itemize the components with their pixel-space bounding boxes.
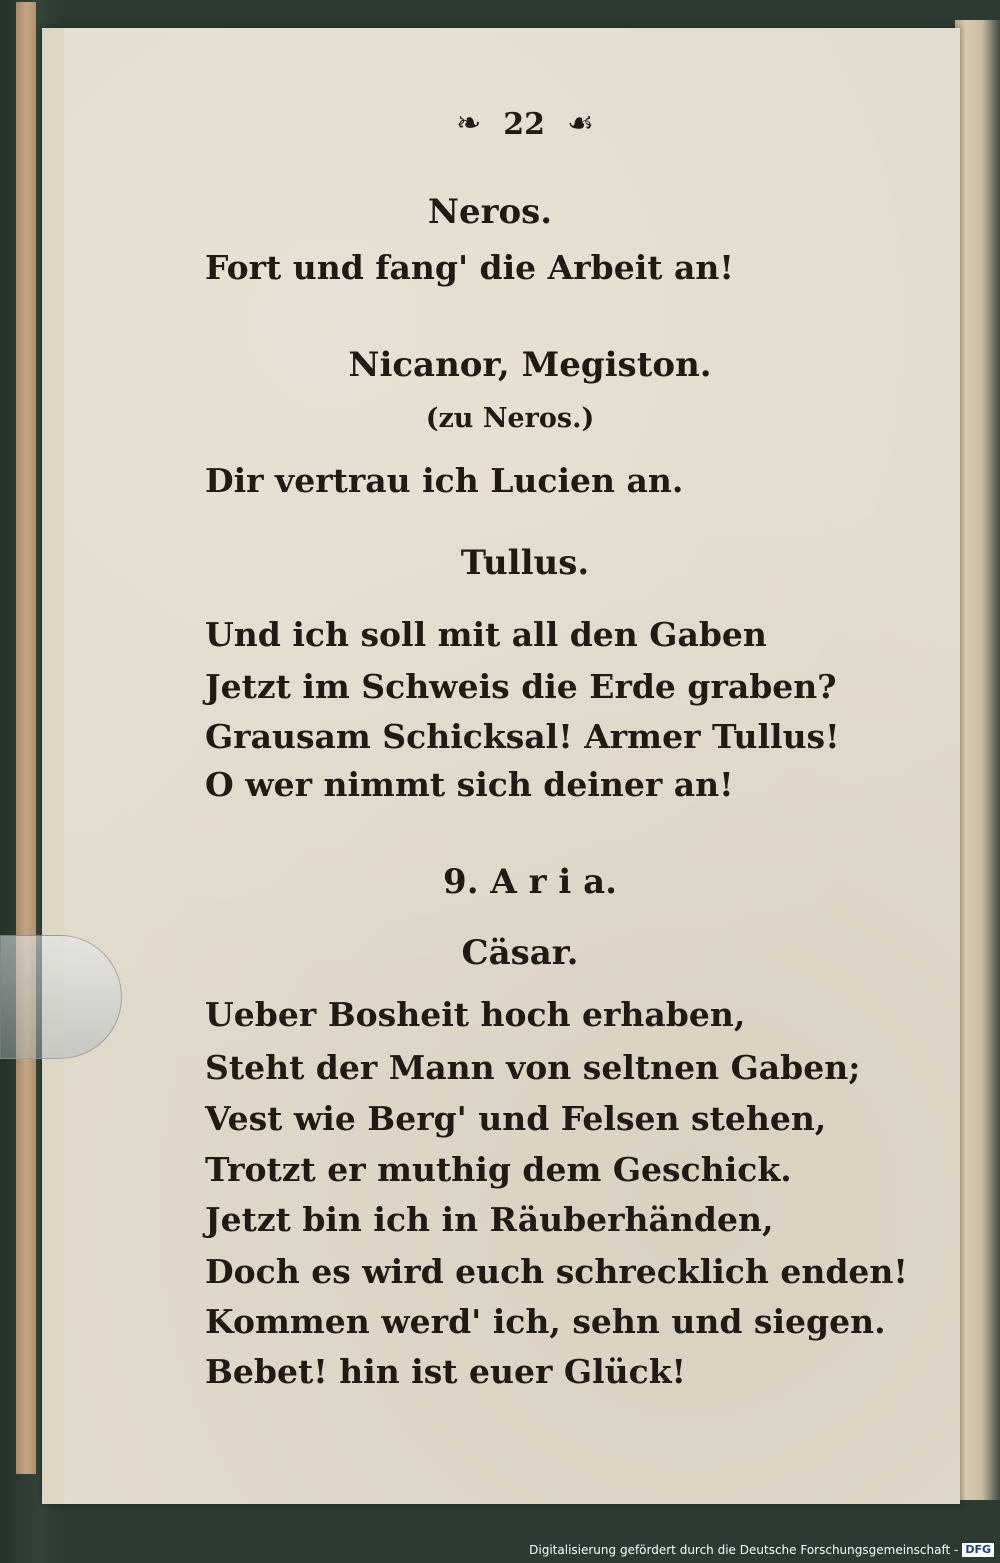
speaker-caesar: Cäsar. xyxy=(461,933,579,973)
verse-line: O wer nimmt sich deiner an! xyxy=(205,765,734,804)
verse-line: Dir vertrau ich Lucien an. xyxy=(205,461,684,500)
page-header xyxy=(390,100,660,148)
stage-direction: (zu Neros.) xyxy=(425,403,595,434)
digitization-credit xyxy=(529,1542,994,1558)
verse-line: Fort und fang' die Arbeit an! xyxy=(205,248,734,287)
page-number: 22 xyxy=(503,106,545,142)
credit-text: Digitalisierung gefördert durch die Deutsche Forschungsgemeinschaft - xyxy=(529,1543,959,1557)
left-ornament-icon: ❧ xyxy=(456,106,482,141)
speaker-tullus: Tullus. xyxy=(460,543,590,583)
verse-line: Vest wie Berg' und Felsen stehen, xyxy=(205,1099,827,1138)
verse-line: Bebet! hin ist euer Glück! xyxy=(205,1352,687,1391)
dfg-logo: DFG xyxy=(962,1543,994,1557)
verse-line: Steht der Mann von seltnen Gaben; xyxy=(205,1048,861,1087)
aria-heading: 9. A r i a. xyxy=(443,862,617,902)
verse-line: Jetzt im Schweis die Erde graben? xyxy=(205,667,837,706)
speaker-nicanor-megiston: Nicanor, Megiston. xyxy=(348,345,712,385)
verse-line: Trotzt er muthig dem Geschick. xyxy=(205,1150,792,1189)
verse-line: Doch es wird euch schrecklich enden! xyxy=(205,1252,908,1291)
verse-line: Und ich soll mit all den Gaben xyxy=(205,615,767,654)
verse-line: Kommen werd' ich, sehn und siegen. xyxy=(205,1302,886,1341)
verse-line: Jetzt bin ich in Räuberhänden, xyxy=(205,1200,774,1239)
right-ornament-icon: ☙ xyxy=(566,106,594,141)
verse-line: Ueber Bosheit hoch erhaben, xyxy=(205,995,746,1034)
verse-line: Grausam Schicksal! Armer Tullus! xyxy=(205,717,840,756)
speaker-neros: Neros. xyxy=(427,192,553,232)
